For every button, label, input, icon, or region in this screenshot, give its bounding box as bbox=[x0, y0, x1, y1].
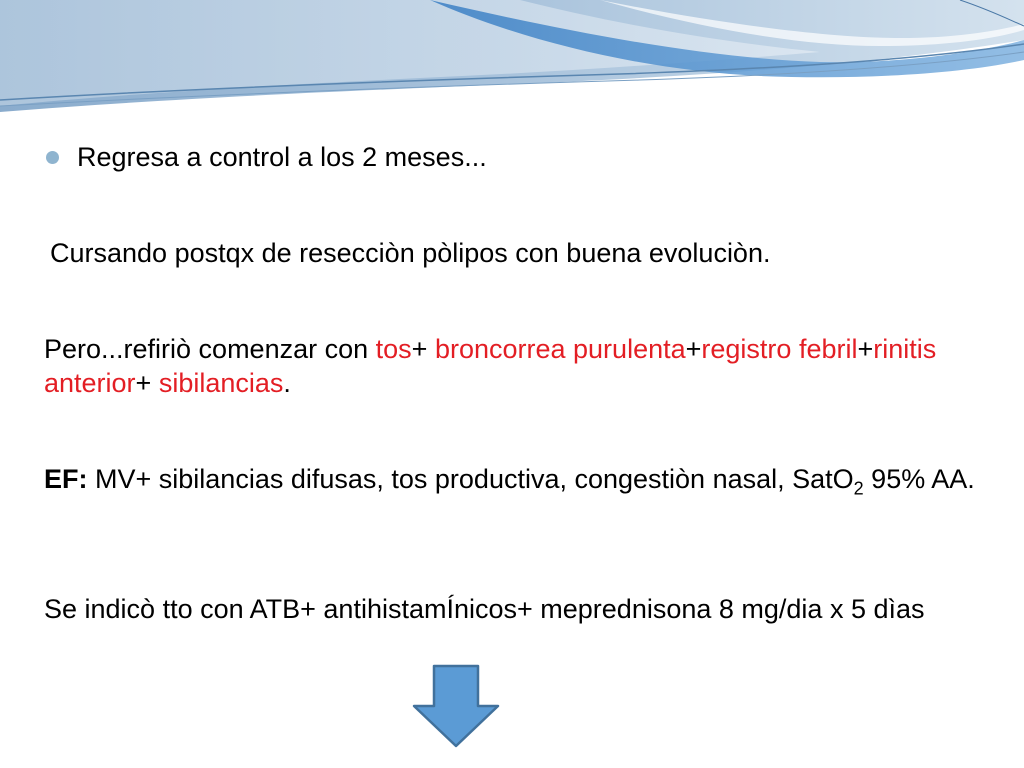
paragraph-treatment bbox=[44, 592, 1004, 626]
treatment-text: Se indicò tto con ATB+ antihistamÍnicos+ meprednisona 8 mg/dia x 5 dìas bbox=[44, 594, 925, 624]
symptom-tos: tos bbox=[375, 334, 412, 364]
paragraph-physical-exam bbox=[44, 462, 1004, 499]
header-swoosh-decoration bbox=[0, 0, 1024, 120]
ef-label: EF: bbox=[44, 464, 88, 494]
symptoms-lead: Pero...refiriò comenzar con bbox=[44, 334, 376, 364]
plus-sign: + bbox=[135, 368, 159, 398]
ef-subscript: 2 bbox=[853, 478, 864, 499]
bullet-text: Regresa a control a los 2 meses... bbox=[77, 142, 487, 172]
ef-tail: 95% AA. bbox=[863, 464, 975, 494]
symptom-sibilancias: sibilancias bbox=[158, 368, 284, 398]
plus-sign: + bbox=[857, 334, 874, 364]
down-arrow-icon bbox=[412, 664, 500, 748]
plus-sign: + bbox=[685, 334, 702, 364]
plus-sign: + bbox=[411, 334, 435, 364]
ef-text: MV+ sibilancias difusas, tos productiva, congestiòn nasal, SatO bbox=[87, 464, 854, 494]
paragraph-symptoms bbox=[44, 332, 1004, 400]
evolution-text: Cursando postqx de resecciòn pòlipos con buena evoluciòn. bbox=[50, 238, 771, 268]
bullet-dot-icon bbox=[46, 151, 59, 164]
bullet-item bbox=[44, 140, 487, 174]
symptom-fiebre: registro febril bbox=[701, 334, 858, 364]
paragraph-evolution bbox=[50, 236, 1010, 270]
sentence-end: . bbox=[283, 368, 291, 398]
symptom-broncorrea: broncorrea purulenta bbox=[434, 334, 686, 364]
symptom-rinitis: rinitis anterior bbox=[44, 334, 937, 398]
